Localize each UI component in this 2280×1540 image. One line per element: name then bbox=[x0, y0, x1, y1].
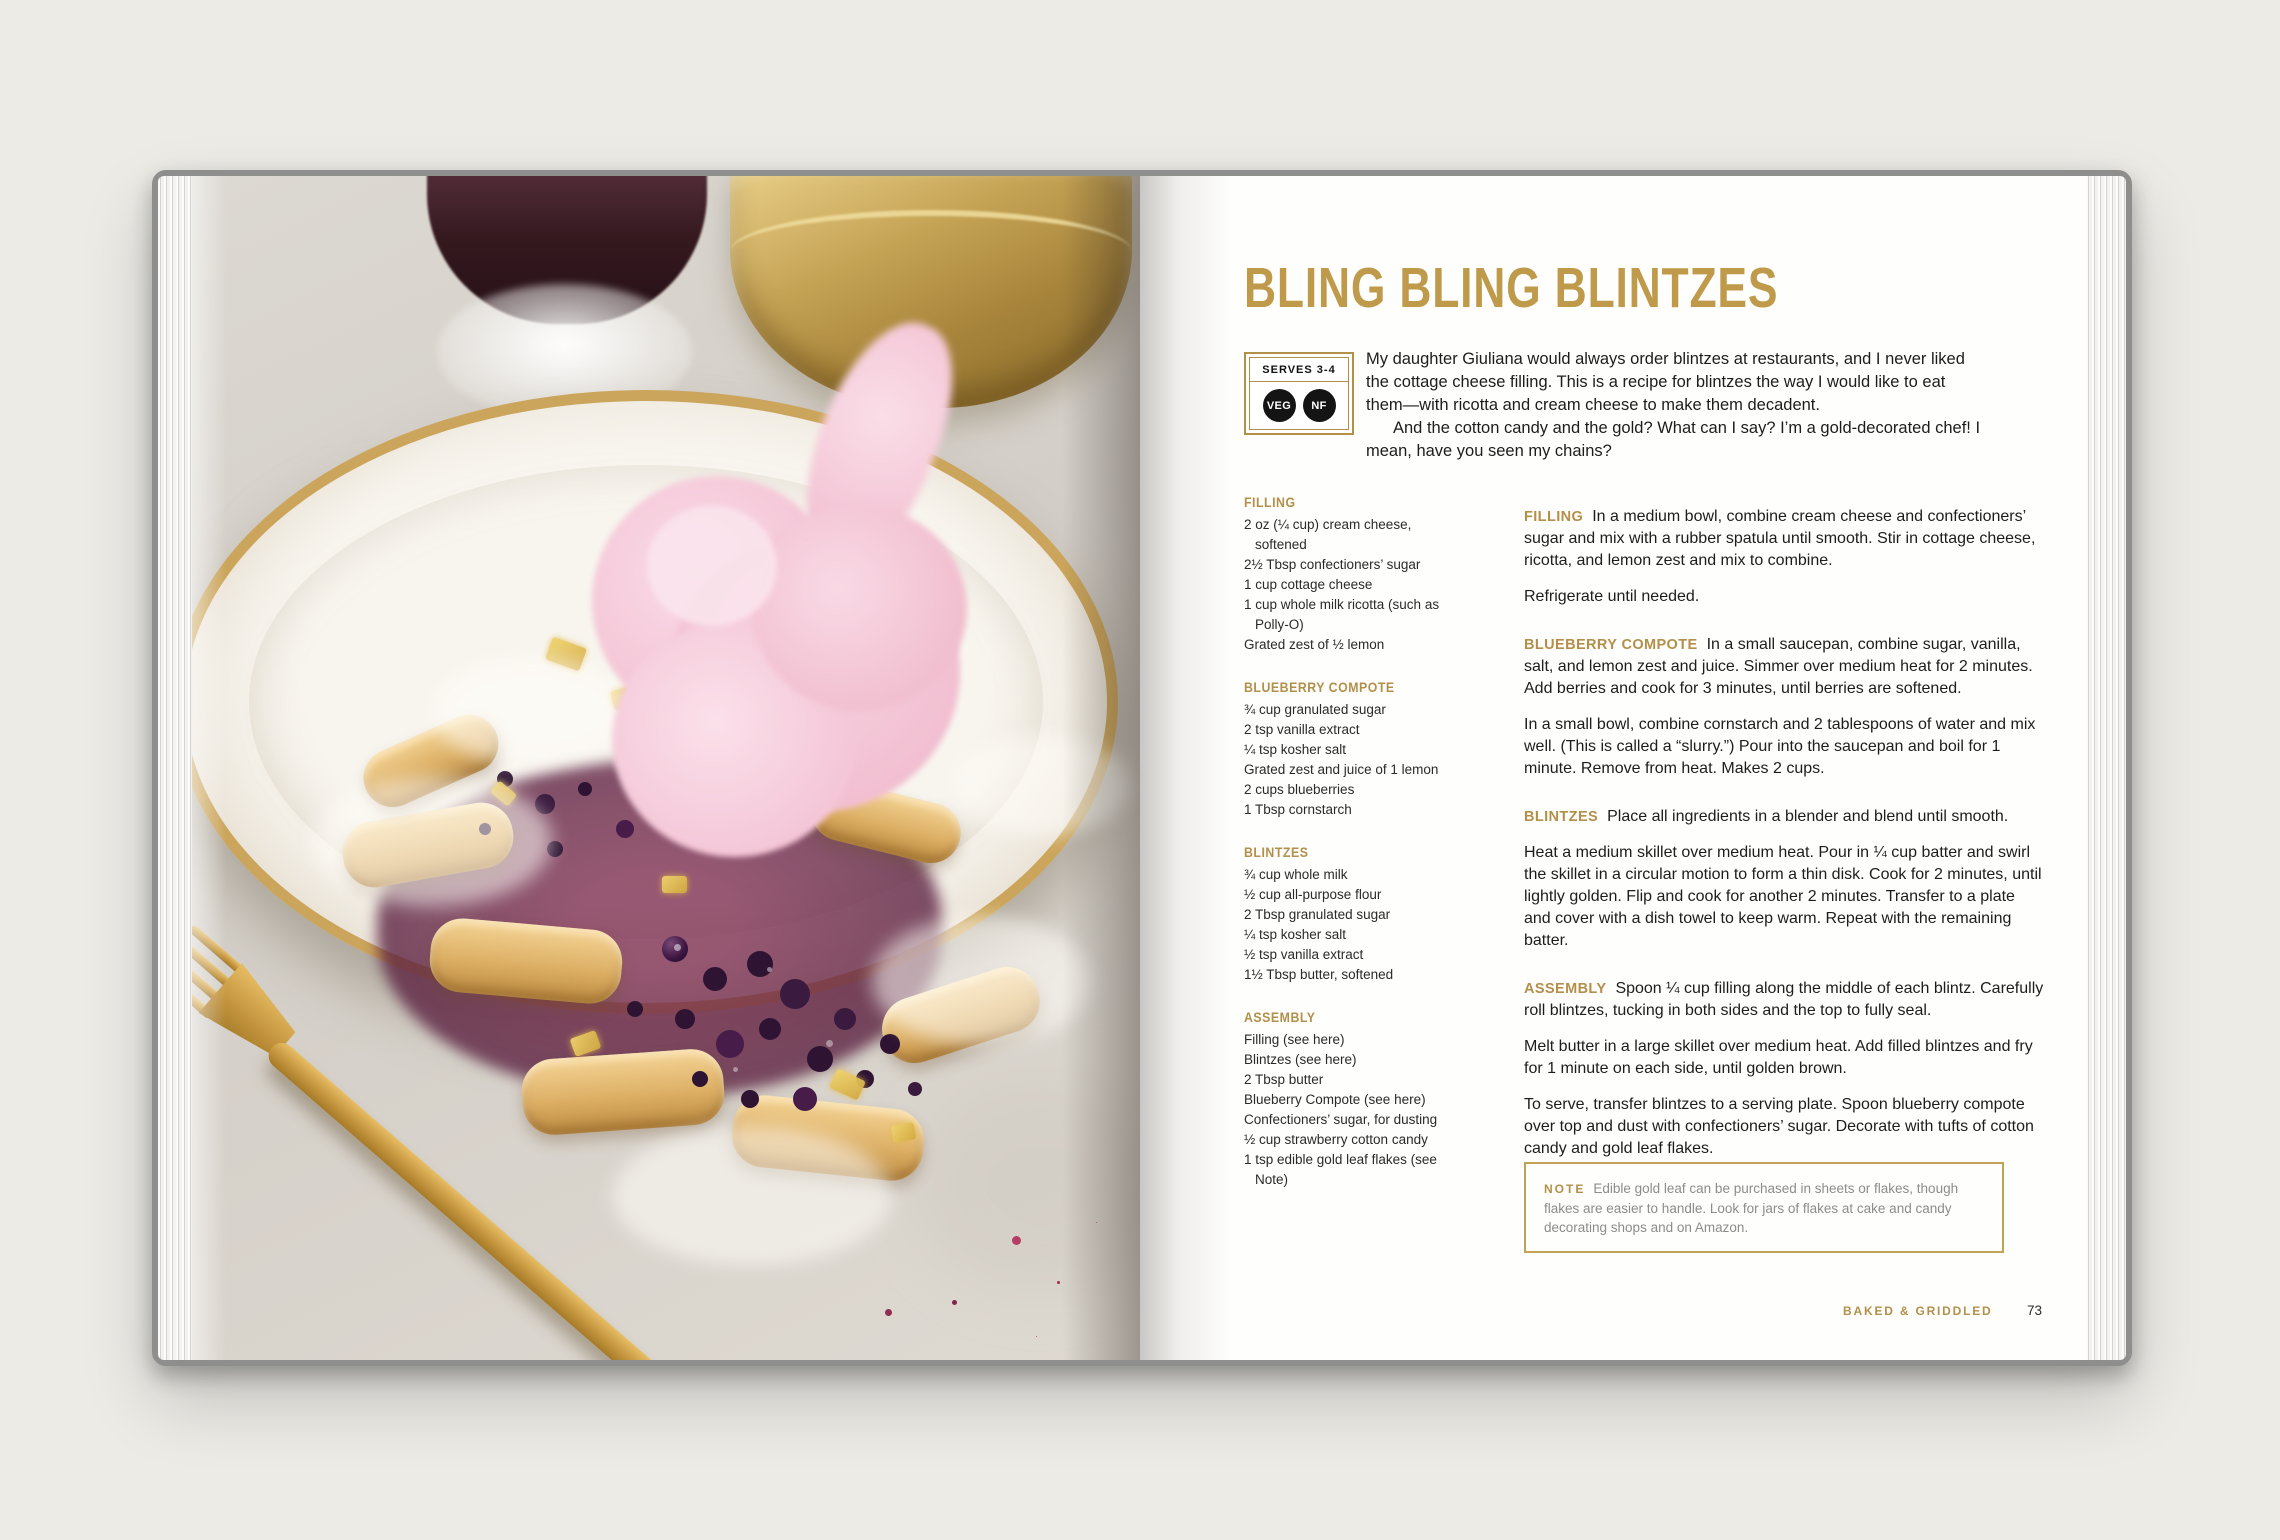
veg-tag: VEG bbox=[1263, 389, 1296, 422]
instruction-paragraph: FILLING In a medium bowl, combine cream cheese and confectioners’ sugar and mix with a rubber spatula until smooth. Stir in cottage cheese, ricotta, and lemon zest and mix to combine. bbox=[1524, 508, 2036, 569]
instruction-heading: ASSEMBLY bbox=[1524, 981, 1607, 997]
ingredient-item: 1½ Tbsp butter, softened bbox=[1244, 967, 1394, 982]
ingredient-item: ½ tsp vanilla extract bbox=[1244, 947, 1364, 962]
gold-flake bbox=[829, 1068, 866, 1100]
page-stack-right bbox=[2086, 176, 2126, 1360]
ingredient-heading: BLINTZES bbox=[1244, 844, 1309, 860]
powdered-sugar bbox=[312, 776, 552, 906]
blintz-roll bbox=[520, 1047, 727, 1137]
berry-highlights bbox=[674, 944, 681, 951]
ingredient-item: 2 Tbsp granulated sugar bbox=[1244, 907, 1391, 922]
ingredient-item: Blintzes (see here) bbox=[1244, 1052, 1357, 1067]
diet-tags bbox=[1249, 381, 1349, 430]
ingredient-item: 2 cups blueberries bbox=[1244, 782, 1355, 797]
page-edge-light bbox=[192, 176, 226, 1360]
spine-gutter-shade bbox=[1140, 176, 1232, 1360]
recipe-intro bbox=[1366, 348, 1986, 463]
instruction-heading: FILLING bbox=[1524, 509, 1584, 525]
ingredient-item: 2½ Tbsp confectioners’ sugar bbox=[1244, 557, 1421, 572]
ingredient-heading: BLUEBERRY COMPOTE bbox=[1244, 679, 1395, 695]
recipe-title: BLING BLING BLINTZES bbox=[1244, 256, 1779, 320]
instructions-column bbox=[1524, 506, 2046, 1186]
splatter-dots bbox=[1012, 1236, 1021, 1245]
instruction-paragraph: BLUEBERRY COMPOTE In a small saucepan, combine sugar, vanilla, salt, and lemon zest and juice. Simmer over medium heat for 2 minutes. Add berries and cook for 3 minutes, until berries are softened. bbox=[1524, 636, 2033, 697]
instruction-paragraph: BLINTZES Place all ingredients in a blender and blend until smooth. bbox=[1524, 808, 2009, 825]
ingredient-item: Blueberry Compote (see here) bbox=[1244, 1092, 1426, 1107]
ingredient-item: Filling (see here) bbox=[1244, 1032, 1345, 1047]
ingredient-item: 2 oz (¼ cup) cream cheese, softened bbox=[1244, 517, 1412, 552]
ingredient-item: ¼ tsp kosher salt bbox=[1244, 927, 1347, 942]
ingredient-group-blintzes bbox=[1244, 844, 1459, 985]
ingredient-heading: ASSEMBLY bbox=[1244, 1009, 1316, 1025]
ingredient-group-compote bbox=[1244, 679, 1459, 820]
ingredient-item: 1 Tbsp cornstarch bbox=[1244, 802, 1352, 817]
food-photo bbox=[192, 176, 1140, 1360]
chapter-label: BAKED & GRIDDLED bbox=[1843, 1304, 1993, 1318]
recipe-page bbox=[1140, 176, 2086, 1360]
nf-tag: NF bbox=[1303, 389, 1336, 422]
serves-label: SERVES 3-4 bbox=[1249, 357, 1349, 381]
ingredient-item: 1 cup whole milk ricotta (such as Polly-O) bbox=[1244, 597, 1440, 632]
ingredient-item: Grated zest and juice of 1 lemon bbox=[1244, 762, 1439, 777]
ingredient-heading: FILLING bbox=[1244, 494, 1296, 510]
instruction-heading: BLUEBERRY COMPOTE bbox=[1524, 637, 1698, 653]
ingredient-item: ¼ tsp kosher salt bbox=[1244, 742, 1347, 757]
page-footer bbox=[1524, 1302, 2042, 1320]
ingredient-item: 2 tsp vanilla extract bbox=[1244, 722, 1360, 737]
instruction-group-blintzes bbox=[1524, 806, 2046, 952]
powdered-sugar bbox=[432, 656, 632, 766]
intro-paragraph: And the cotton candy and the gold? What can I say? I’m a gold-decorated chef! I mean, have you seen my chains? bbox=[1366, 419, 1981, 460]
instruction-paragraph: To serve, transfer blintzes to a serving plate. Spoon blueberry compote over top and dust with confectioners’ sugar. Decorate with tufts of cotton candy and gold leaf flakes. bbox=[1524, 1096, 2034, 1157]
ingredient-group-filling bbox=[1244, 494, 1459, 655]
instruction-paragraph: ASSEMBLY Spoon ¼ cup filling along the middle of each blintz. Carefully roll blintzes, tucking in both sides and the top to fully seal. bbox=[1524, 980, 2044, 1019]
page-number: 73 bbox=[2026, 1303, 2042, 1318]
ingredient-item: ¾ cup granulated sugar bbox=[1244, 702, 1386, 717]
ingredient-item: Confectioners’ sugar, for dusting bbox=[1244, 1112, 1438, 1127]
cotton-candy bbox=[752, 506, 967, 711]
spine-shadow bbox=[1062, 176, 1140, 1360]
note-text: Edible gold leaf can be purchased in sheets or flakes, though flakes are easier to handle. Look for jars of flakes at cake and candy decorating shops and on Amazon. bbox=[1544, 1181, 1959, 1235]
note-label: NOTE bbox=[1544, 1182, 1586, 1196]
ingredient-item: 2 Tbsp butter bbox=[1244, 1072, 1324, 1087]
instruction-group-compote bbox=[1524, 634, 2046, 780]
instruction-paragraph: Refrigerate until needed. bbox=[1524, 588, 1700, 605]
instruction-heading: BLINTZES bbox=[1524, 809, 1599, 825]
ingredient-item: 1 tsp edible gold leaf flakes (see Note) bbox=[1244, 1152, 1437, 1187]
instruction-paragraph: Melt butter in a large skillet over medium heat. Add filled blintzes and fry for 1 minute on each side, until golden brown. bbox=[1524, 1038, 2033, 1077]
ingredient-item: ½ cup all-purpose flour bbox=[1244, 887, 1382, 902]
instruction-group-filling bbox=[1524, 506, 2046, 608]
ingredients-column bbox=[1244, 494, 1459, 1190]
ingredient-item: Grated zest of ½ lemon bbox=[1244, 637, 1385, 652]
page-stack-left bbox=[158, 176, 192, 1360]
serves-badge bbox=[1244, 352, 1354, 435]
ingredient-item: ¾ cup whole milk bbox=[1244, 867, 1348, 882]
instruction-paragraph: In a small bowl, combine cornstarch and 2 tablespoons of water and mix well. (This is called a “slurry.”) Pour into the saucepan and boil for 1 minute. Remove from heat. Makes 2 cups. bbox=[1524, 716, 2036, 777]
note-box bbox=[1524, 1162, 2004, 1253]
ingredient-item: ½ cup strawberry cotton candy bbox=[1244, 1132, 1428, 1147]
instruction-paragraph: Heat a medium skillet over medium heat. Pour in ¼ cup batter and swirl the skillet in a circular motion to form a thin disk. Cook for 2 minutes, until lightly golden. Flip and cook for another 2 minutes. Transfer to a plate and cover with a dish towel to keep warm. Repeat with the remaining batter. bbox=[1524, 844, 2042, 949]
ingredient-group-assembly bbox=[1244, 1009, 1459, 1190]
powdered-sugar bbox=[612, 1126, 892, 1266]
intro-paragraph: My daughter Giuliana would always order blintzes at restaurants, and I never liked the cottage cheese filling. This is a recipe for blintzes the way I would like to eat them—with ricotta and cream cheese to make them decadent. bbox=[1366, 350, 1965, 414]
instruction-group-assembly bbox=[1524, 978, 2046, 1160]
cookbook-spread bbox=[152, 170, 2132, 1366]
gold-flake bbox=[662, 876, 687, 893]
powdered-sugar bbox=[872, 916, 1092, 1046]
ingredient-item: 1 cup cottage cheese bbox=[1244, 577, 1373, 592]
cotton-candy-highlight bbox=[647, 506, 777, 626]
